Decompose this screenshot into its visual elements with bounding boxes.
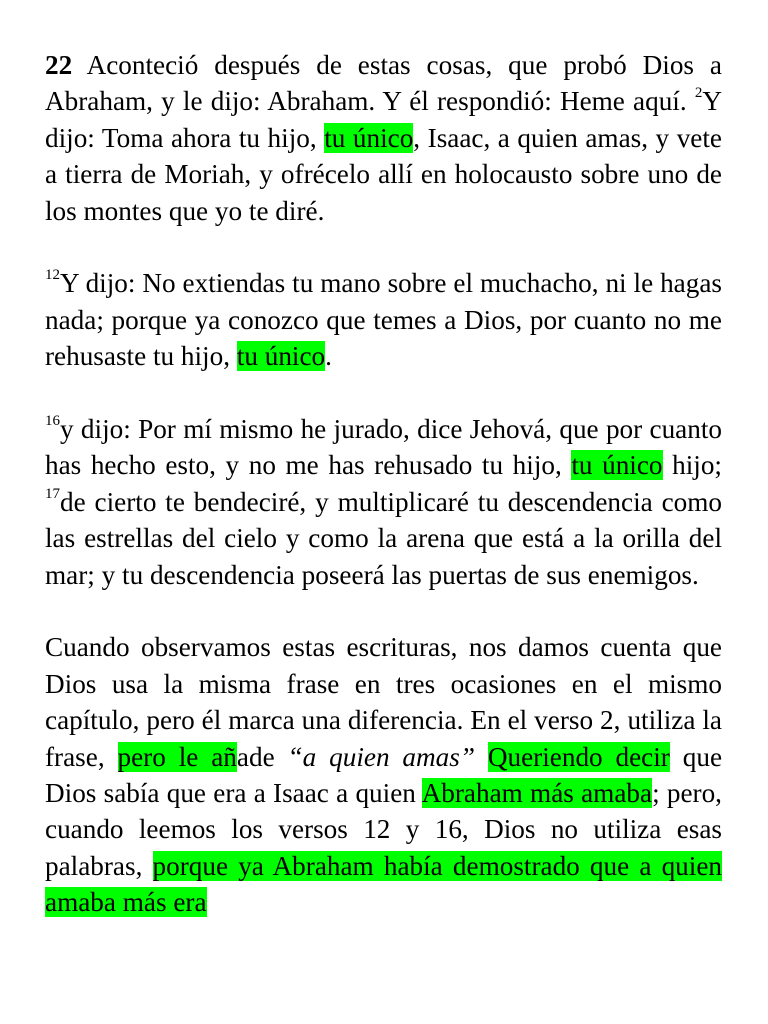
document-page	[45, 47, 722, 957]
text-run: hijo;	[662, 450, 722, 481]
text-run: .	[325, 341, 332, 372]
chapter-verse-number: 22	[45, 50, 73, 80]
text-run: que Dios sabía que era a Isaac a quien	[45, 741, 723, 809]
text-run: ; pero, cuando leemos los versos 12 y 16, Dios no utiliza esas palabras,	[45, 778, 722, 881]
highlight-queriendo-decir: Queriendo decir	[487, 741, 670, 772]
highlight-tu-unico: tu único	[236, 341, 326, 372]
text-run: ade	[236, 741, 288, 772]
highlight-tu-unico: tu único	[324, 122, 414, 153]
verse-superscript: 12	[45, 267, 60, 284]
paragraph-commentary	[45, 629, 722, 920]
paragraph-genesis-22-2	[45, 47, 722, 229]
highlight-pero-le-anade: pero le añ	[117, 741, 237, 772]
verse-superscript: 16	[45, 412, 60, 429]
text-run: Cuando observamos estas escrituras, nos damos cuenta que Dios usa la misma frase en tres ocasiones en el mismo capítulo, pero él marca una diferencia. En el verso 2, utiliza la frase,	[45, 632, 722, 772]
highlight-abraham-mas-amaba: Abraham más amaba	[421, 778, 653, 809]
text-run: de cierto te bendeciré, y multiplicaré tu descendencia como las estrellas del cielo y como la arena que está a la orilla del mar; y tu descendencia poseerá las puertas de sus enemigos.	[45, 486, 722, 590]
text-run: , Isaac, a quien amas, y vete a tierra de Moriah, y ofrécelo allí en holocausto sobre uno de los montes que yo te diré.	[45, 122, 722, 226]
verse-superscript: 2	[694, 85, 703, 102]
text-run: y dijo: Por mí mismo he jurado, dice Jehová, que por cuanto has hecho esto, y no me has rehusado tu hijo,	[45, 414, 722, 481]
text-run: Aconteció después de estas cosas, que probó Dios a Abraham, y le dijo: Abraham. Y él respondió: Heme aquí.	[45, 50, 722, 117]
verse-superscript: 17	[45, 485, 60, 502]
highlight-porque-ya: porque ya Abraham había demostrado que a quien amaba más era	[45, 850, 722, 918]
italic-quote: “a quien amas”	[287, 741, 475, 772]
paragraph-genesis-22-12	[45, 265, 722, 374]
text-run	[475, 742, 488, 772]
text-run: Y dijo: No extiendas tu mano sobre el muchacho, ni le hagas nada; porque ya conozco que temes a Dios, por cuanto no me rehusaste tu hijo,	[45, 268, 722, 372]
paragraph-genesis-22-16	[45, 411, 722, 593]
text-run: Y dijo: Toma ahora tu hijo,	[45, 86, 722, 153]
highlight-tu-unico: tu único	[571, 450, 663, 481]
